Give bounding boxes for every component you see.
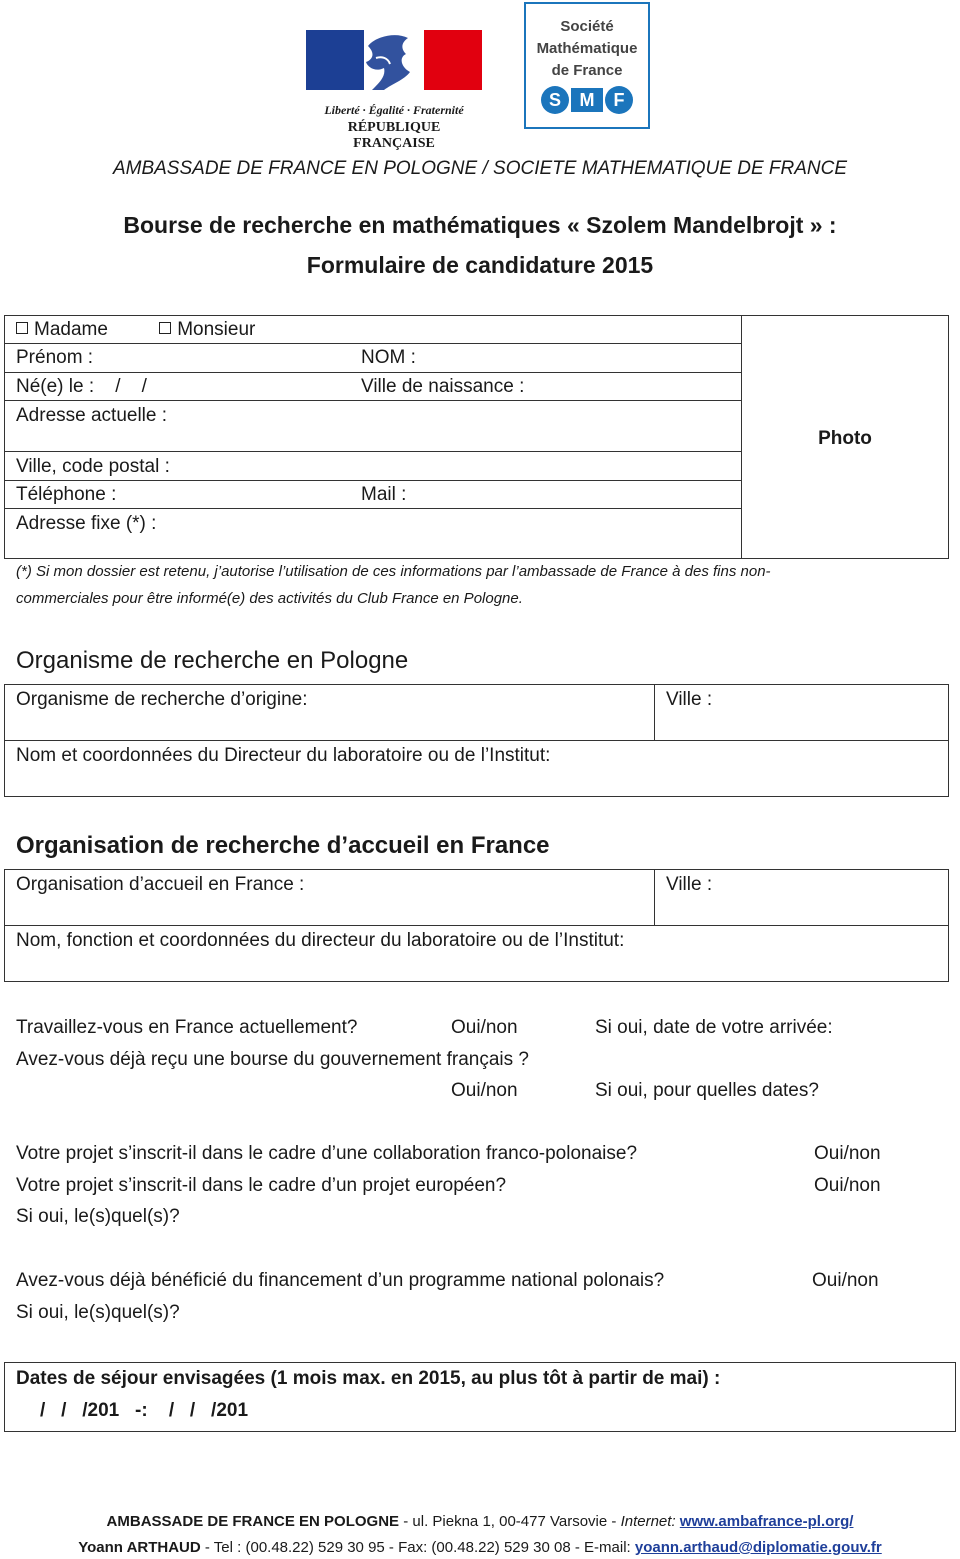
birth-city-field[interactable]: Ville de naissance : [361, 376, 525, 397]
smf-line1: Société [560, 18, 614, 35]
footer-line1 [0, 1513, 960, 1530]
nom-field[interactable]: NOM : [361, 347, 416, 368]
origin-institution-field[interactable]: Organisme de recherche d’origine: [16, 689, 308, 710]
smf-acronym-icon: S M F [526, 86, 648, 116]
monsieur-checkbox[interactable]: Monsieur [159, 319, 255, 340]
footer-email-link[interactable]: yoann.arthaud@diplomatie.gouv.fr [634, 1539, 882, 1556]
prenom-field[interactable]: Prénom : [16, 347, 94, 368]
footnote-line2: commerciales pour être informé(e) des activités du Club France en Pologne. [16, 590, 523, 607]
stay-dates-field[interactable]: / / /201 -: / / /201 [40, 1400, 249, 1421]
question-polish-program: Avez-vous déjà bénéficié du financement d’un programme national polonais? [16, 1270, 665, 1291]
footer-address: - ul. Piekna 1, 00-477 Varsovie - [403, 1513, 617, 1530]
footer-contact-name: Yoann ARTHAUD [78, 1539, 201, 1556]
republique-francaise-logo [306, 28, 482, 151]
france-city-field[interactable]: Ville : [666, 874, 713, 895]
organization-line: AMBASSADE DE FRANCE EN POLOGNE / SOCIETE MATHEMATIQUE DE FRANCE [112, 158, 848, 179]
pologne-city-field[interactable]: Ville : [666, 689, 713, 710]
question-european-project: Votre projet s’inscrit-il dans le cadre d’un projet européen? [16, 1175, 507, 1196]
permanent-address-field[interactable]: Adresse fixe (*) : [16, 513, 157, 534]
question-working-in-france: Travaillez-vous en France actuellement? [16, 1017, 358, 1038]
marianne-icon [306, 28, 482, 98]
rf-motto: Liberté · Égalité · Fraternité [324, 103, 464, 117]
european-project-which-field[interactable]: Si oui, le(s)quel(s)? [16, 1206, 180, 1227]
stay-dates-label: Dates de séjour envisagées (1 mois max. en 2015, au plus tôt à partir de mai) : [16, 1368, 721, 1389]
section-heading-france: Organisation de recherche d’accueil en France [16, 832, 550, 859]
rf-name: RÉPUBLIQUE FRANÇAISE [347, 120, 441, 151]
france-director-field[interactable]: Nom, fonction et coordonnées du directeur du laboratoire ou de l’Institut: [16, 930, 625, 951]
question-previous-scholarship: Avez-vous déjà reçu une bourse du gouvernement français ? [16, 1049, 529, 1070]
page-title: Bourse de recherche en mathématiques « Szolem Mandelbrojt » : [123, 212, 837, 238]
phone-field[interactable]: Téléphone : [16, 484, 117, 505]
photo-box[interactable]: Photo [818, 428, 872, 449]
civility-row [16, 319, 255, 341]
footer-internet-label: Internet: [620, 1513, 676, 1530]
answer-franco-polish[interactable]: Oui/non [814, 1143, 881, 1164]
polish-program-which-field[interactable]: Si oui, le(s)quel(s)? [16, 1302, 180, 1323]
answer-previous-scholarship[interactable]: Oui/non [451, 1080, 518, 1101]
footer-org: AMBASSADE DE FRANCE EN POLOGNE [106, 1513, 400, 1530]
smf-line2: Mathématique [536, 40, 638, 57]
arrival-date-field[interactable]: Si oui, date de votre arrivée: [595, 1017, 833, 1038]
footer-website-link[interactable]: www.ambafrance-pl.org/ [679, 1513, 854, 1530]
answer-working-in-france[interactable]: Oui/non [451, 1017, 518, 1038]
smf-line3: de France [551, 62, 623, 79]
scholarship-dates-field[interactable]: Si oui, pour quelles dates? [595, 1080, 819, 1101]
smf-logo [524, 2, 650, 129]
footer-contact-phone: - Tel : (00.48.22) 529 30 95 - Fax: (00.48.22) 529 30 08 - E-mail: [204, 1539, 631, 1556]
birthdate-field[interactable]: Né(e) le : / / [16, 376, 147, 397]
footer-line2 [0, 1539, 960, 1556]
question-franco-polish: Votre projet s’inscrit-il dans le cadre d’une collaboration franco-polonaise? [16, 1143, 638, 1164]
host-institution-field[interactable]: Organisation d’accueil en France : [16, 874, 305, 895]
answer-polish-program[interactable]: Oui/non [812, 1270, 879, 1291]
madame-checkbox[interactable]: Madame [16, 319, 108, 340]
pologne-director-field[interactable]: Nom et coordonnées du Directeur du laboratoire ou de l’Institut: [16, 745, 551, 766]
city-postcode-field[interactable]: Ville, code postal : [16, 456, 170, 477]
footnote-line1: (*) Si mon dossier est retenu, j’autorise l’utilisation de ces informations par l’ambassade de France à des fins non- [16, 563, 771, 580]
current-address-field[interactable]: Adresse actuelle : [16, 405, 168, 426]
section-heading-pologne: Organisme de recherche en Pologne [16, 647, 409, 674]
mail-field[interactable]: Mail : [361, 484, 407, 505]
answer-european-project[interactable]: Oui/non [814, 1175, 881, 1196]
page-subtitle: Formulaire de candidature 2015 [306, 252, 654, 278]
